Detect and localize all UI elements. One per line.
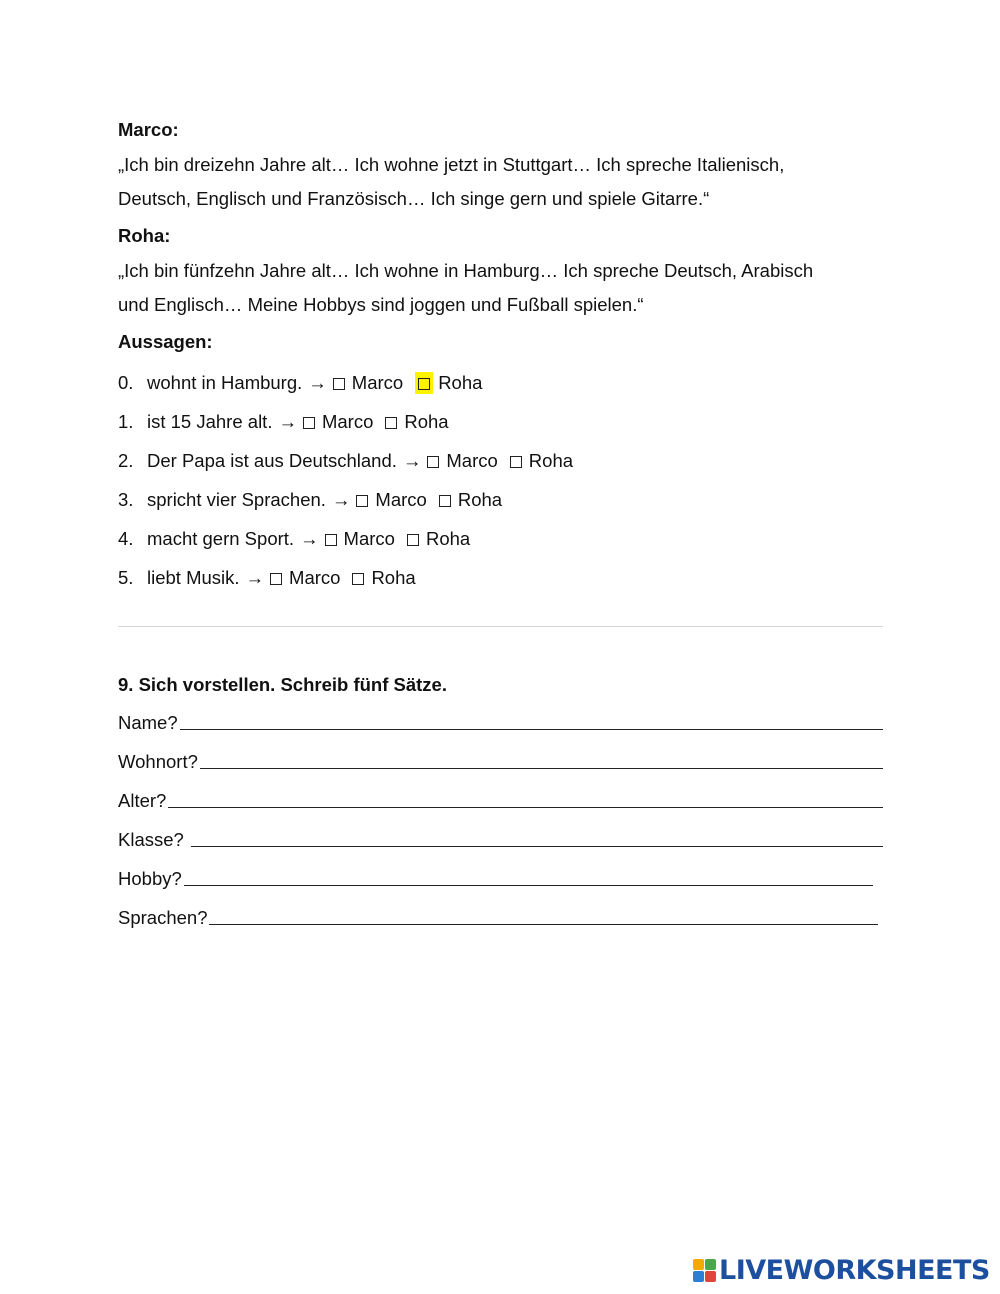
option-label: Marco bbox=[321, 411, 374, 432]
statement-number: 3. bbox=[118, 489, 134, 510]
option-label: Marco bbox=[351, 372, 404, 393]
roha-quote-line-1: „Ich bin fünfzehn Jahre alt… Ich wohne in Hamburg… Ich spreche Deutsch, Arabisch bbox=[118, 260, 814, 281]
field-label: Hobby? bbox=[118, 868, 182, 889]
sprachen-field[interactable] bbox=[118, 904, 878, 930]
wohnort-field[interactable] bbox=[118, 748, 883, 774]
option-label: Roha bbox=[528, 450, 574, 471]
aussagen-label: Aussagen: bbox=[118, 331, 213, 352]
option-marco[interactable] bbox=[333, 369, 403, 397]
klasse-field[interactable] bbox=[118, 826, 883, 852]
checkbox-roha[interactable] bbox=[385, 417, 397, 429]
roha-quote bbox=[118, 254, 883, 322]
answer-line[interactable] bbox=[209, 924, 878, 925]
statement-number: 2. bbox=[118, 450, 134, 471]
statement-number: 4. bbox=[118, 528, 134, 549]
checkbox-roha[interactable] bbox=[510, 456, 522, 468]
option-marco[interactable] bbox=[303, 408, 373, 436]
answer-line[interactable] bbox=[168, 807, 883, 808]
logo-mark-icon bbox=[693, 1259, 716, 1282]
statement-text: macht gern Sport. bbox=[147, 528, 295, 549]
option-label: Marco bbox=[446, 450, 498, 471]
writing-task bbox=[118, 673, 883, 928]
checkbox-marco[interactable] bbox=[333, 378, 345, 390]
option-label: Marco bbox=[289, 567, 341, 588]
statement-text: spricht vier Sprachen. bbox=[147, 489, 326, 510]
statement-text: liebt Musik. bbox=[147, 567, 240, 588]
statement-text: ist 15 Jahre alt. bbox=[147, 411, 273, 432]
statement-item bbox=[118, 447, 883, 486]
option-roha[interactable] bbox=[439, 486, 502, 514]
option-label: Marco bbox=[343, 528, 395, 549]
option-marco[interactable] bbox=[427, 447, 497, 475]
option-label: Roha bbox=[457, 489, 503, 510]
logo-text: LIVEWORKSHEETS bbox=[719, 1254, 990, 1286]
option-roha[interactable] bbox=[415, 369, 482, 397]
marco-quote bbox=[118, 148, 883, 216]
checkbox-marco[interactable] bbox=[270, 573, 282, 585]
arrow-icon: → bbox=[278, 411, 297, 432]
option-label: Roha bbox=[371, 567, 416, 588]
statement-item bbox=[118, 369, 883, 408]
option-label: Roha bbox=[404, 411, 449, 432]
option-roha[interactable] bbox=[385, 408, 448, 436]
arrow-icon: → bbox=[402, 450, 422, 471]
option-label: Roha bbox=[438, 372, 483, 393]
statement-item bbox=[118, 564, 883, 603]
marco-label: Marco: bbox=[118, 119, 179, 140]
checkbox-roha[interactable] bbox=[407, 534, 419, 546]
option-marco[interactable] bbox=[270, 564, 340, 592]
name-field[interactable] bbox=[118, 709, 883, 735]
statement-text: Der Papa ist aus Deutschland. bbox=[147, 450, 397, 471]
checkbox-roha[interactable] bbox=[352, 573, 364, 585]
field-label: Sprachen? bbox=[118, 907, 208, 928]
arrow-icon: → bbox=[300, 528, 319, 549]
highlighted-checkbox[interactable] bbox=[415, 372, 433, 394]
roha-quote-line-2: und Englisch… Meine Hobbys sind joggen und Fußball spielen.“ bbox=[118, 294, 644, 315]
hobby-field[interactable] bbox=[118, 865, 873, 891]
checkbox-marco[interactable] bbox=[356, 495, 368, 507]
statement-number: 0. bbox=[118, 372, 134, 393]
field-label: Klasse? bbox=[118, 829, 189, 850]
arrow-icon: → bbox=[331, 489, 351, 510]
arrow-icon: → bbox=[245, 567, 265, 588]
marco-quote-line-1: „Ich bin dreizehn Jahre alt… Ich wohne jetzt in Stuttgart… Ich spreche Italienisch, bbox=[118, 154, 785, 175]
option-marco[interactable] bbox=[356, 486, 426, 514]
answer-line[interactable] bbox=[200, 768, 883, 769]
answer-line[interactable] bbox=[191, 846, 883, 847]
option-label: Roha bbox=[425, 528, 471, 549]
statement-item bbox=[118, 525, 883, 564]
option-marco[interactable] bbox=[325, 525, 395, 553]
answer-line[interactable] bbox=[184, 885, 873, 886]
statement-text: wohnt in Hamburg. bbox=[147, 372, 303, 393]
statement-item bbox=[118, 486, 883, 525]
checkbox-marco[interactable] bbox=[325, 534, 337, 546]
statement-number: 5. bbox=[118, 567, 134, 588]
arrow-icon: → bbox=[308, 372, 327, 393]
section-divider bbox=[118, 626, 883, 627]
option-roha[interactable] bbox=[510, 447, 573, 475]
checkbox-roha[interactable] bbox=[418, 378, 430, 390]
checkbox-roha[interactable] bbox=[439, 495, 451, 507]
option-roha[interactable] bbox=[352, 564, 415, 592]
alter-field[interactable] bbox=[118, 787, 883, 813]
checkbox-marco[interactable] bbox=[427, 456, 439, 468]
field-label: Wohnort? bbox=[118, 751, 198, 772]
field-label: Name? bbox=[118, 712, 178, 733]
roha-label: Roha: bbox=[118, 225, 171, 246]
statement-number: 1. bbox=[118, 411, 134, 432]
task-title: 9. Sich vorstellen. Schreib fünf Sätze. bbox=[118, 674, 447, 695]
checkbox-marco[interactable] bbox=[303, 417, 315, 429]
statement-item bbox=[118, 408, 883, 447]
option-roha[interactable] bbox=[407, 525, 470, 553]
field-label: Alter? bbox=[118, 790, 167, 811]
liveworksheets-logo bbox=[693, 1255, 990, 1285]
option-label: Marco bbox=[375, 489, 427, 510]
marco-quote-line-2: Deutsch, Englisch und Französisch… Ich singe gern und spiele Gitarre.“ bbox=[118, 188, 710, 209]
answer-line[interactable] bbox=[180, 729, 883, 730]
statement-list bbox=[118, 369, 883, 603]
